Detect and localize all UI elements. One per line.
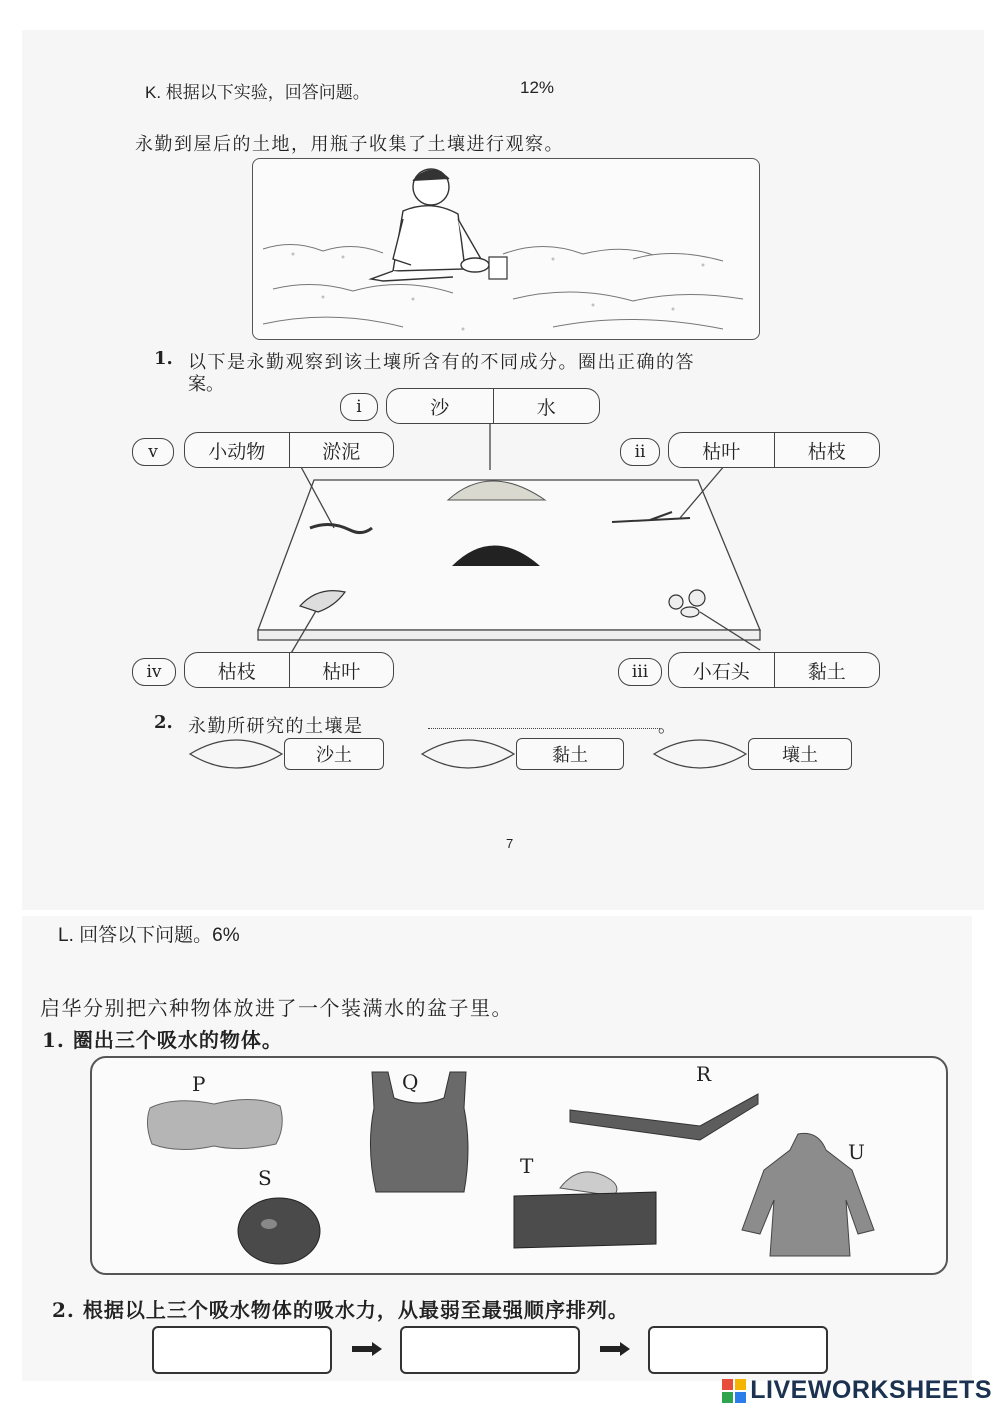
option-ii-dry-leaf[interactable]: 枯叶: [702, 440, 741, 463]
leaf-shape-icon: [190, 740, 282, 768]
option-i-water[interactable]: 水: [493, 389, 600, 423]
answer-box-middle[interactable]: [400, 1326, 580, 1374]
soil-choice-clay[interactable]: 黏土: [516, 738, 624, 770]
object-q-letter: Q: [402, 1070, 419, 1094]
option-iii-clay[interactable]: 黏土: [774, 653, 880, 687]
label-i: i: [340, 393, 378, 421]
k-q2-end: 。: [658, 716, 676, 737]
object-r-letter: R: [696, 1062, 712, 1086]
label-iii: iii: [618, 658, 662, 686]
tissue-box-icon[interactable]: [510, 1160, 660, 1250]
object-s-letter: S: [258, 1166, 272, 1190]
option-ii-dry-twig[interactable]: 枯枝: [774, 433, 880, 467]
leaf-shape-icon: [654, 740, 746, 768]
brand-name: LIVEWORKSHEETS: [750, 1376, 992, 1404]
section-l-heading: L. 回答以下问题。6%: [58, 925, 240, 946]
answer-box-strongest[interactable]: [648, 1326, 828, 1374]
answer-box-weakest[interactable]: [152, 1326, 332, 1374]
section-k-title: K. 根据以下实验，回答问题。: [145, 83, 370, 102]
option-v-silt[interactable]: 淤泥: [289, 433, 394, 467]
plastic-bag-icon[interactable]: [364, 1068, 474, 1196]
label-iv: iv: [132, 658, 176, 686]
section-k-intro: 永勤到屋后的土地，用瓶子收集了土壤进行观察。: [135, 134, 564, 155]
label-ii: ii: [620, 438, 660, 466]
k-q2-number: 2.: [154, 712, 173, 733]
object-u-letter: U: [848, 1140, 865, 1164]
option-iv-dry-twig[interactable]: 枯枝: [217, 660, 256, 683]
k-q1-line1: 以下是永勤观察到该土壤所含有的不同成分。圈出正确的答: [188, 352, 695, 373]
raincoat-icon[interactable]: [740, 1130, 876, 1260]
k-q2-text: 永勤所研究的土壤是: [188, 716, 364, 737]
leaf-shape-icon: [422, 740, 514, 768]
option-iii-pebbles[interactable]: 小石头: [692, 660, 750, 683]
object-p-letter: P: [192, 1072, 206, 1096]
coin-icon[interactable]: [236, 1196, 322, 1266]
soil-choice-sandy[interactable]: 沙土: [284, 738, 384, 770]
section-l-q2: 2. 根据以上三个吸水物体的吸水力，从最弱至最强顺序排列。: [52, 1298, 629, 1322]
soil-choice-loam[interactable]: 壤土: [748, 738, 852, 770]
section-l-intro: 启华分别把六种物体放进了一个装满水的盆子里。: [40, 996, 513, 1020]
option-iv-dry-leaf[interactable]: 枯叶: [289, 653, 394, 687]
book-icon[interactable]: [566, 1090, 762, 1146]
section-l-q1: 1. 圈出三个吸水的物体。: [42, 1028, 283, 1052]
object-t-letter: T: [520, 1154, 534, 1178]
sponge-icon[interactable]: [144, 1094, 286, 1154]
section-k-marks: 12%: [520, 78, 555, 97]
option-v-small-animal[interactable]: 小动物: [208, 440, 266, 463]
liveworksheets-logo: [722, 1376, 992, 1405]
label-v: v: [132, 438, 174, 466]
liveworksheets-logo-icon: [722, 1379, 746, 1403]
page-number: 7: [506, 836, 514, 851]
k-q1-line2: 案。: [188, 374, 224, 395]
option-i-sand[interactable]: 沙: [430, 396, 450, 419]
k-q1-number: 1.: [154, 348, 173, 369]
